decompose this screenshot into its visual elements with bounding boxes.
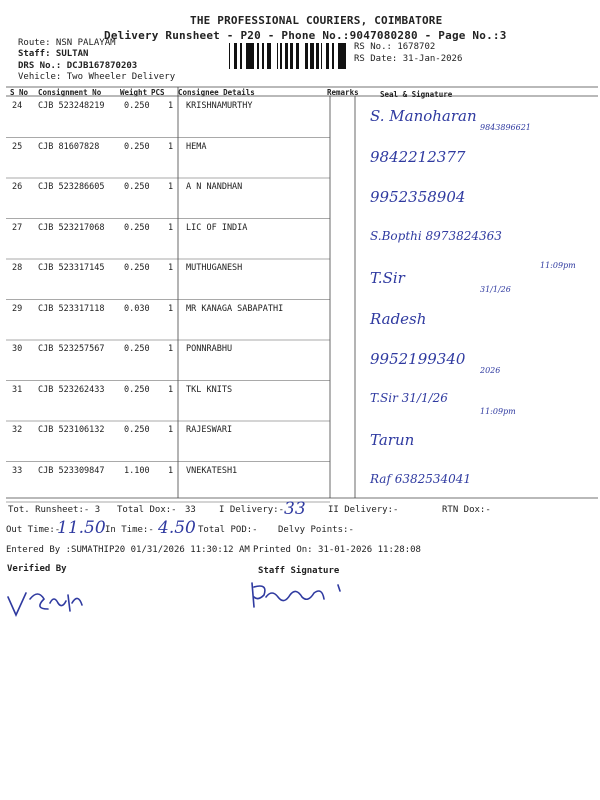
- row-consignee: MUTHUGANESH: [186, 263, 243, 273]
- row-weight: 0.250: [124, 101, 150, 111]
- row-consignment: CJB 523257567: [38, 344, 105, 354]
- row-consignment: CJB 523248219: [38, 101, 105, 111]
- printed-on: Printed On: 31-01-2026 11:28:08: [253, 545, 421, 555]
- row-signature-line1: T.Sir: [370, 269, 405, 287]
- col-remarks: Remarks: [327, 88, 359, 97]
- row-pcs: 1: [168, 303, 174, 314]
- col-consignee: Consignee Details: [178, 88, 255, 97]
- row-signature-line1: 9952199340: [370, 350, 466, 368]
- delivery-points-label: Delvy Points:-: [278, 525, 354, 535]
- row-pcs: 1: [168, 344, 174, 354]
- row-consignee: HEMA: [186, 141, 207, 152]
- row-consignment: CJB 523106132: [38, 425, 105, 435]
- col-consignment: Consignment No: [38, 88, 102, 97]
- rtn-dox-label: RTN Dox:-: [442, 505, 491, 515]
- row-consignee: VNEKATESH1: [186, 465, 238, 476]
- row-consignee: A N NANDHAN: [186, 182, 243, 192]
- row-consignee: RAJESWARI: [186, 425, 233, 435]
- i-delivery-label: I Delivery:-: [219, 505, 285, 515]
- row-sno: 24: [12, 101, 23, 111]
- verified-by-label: Verified By: [7, 564, 67, 574]
- row-weight: 0.250: [124, 182, 150, 192]
- row-pcs: 1: [168, 465, 174, 476]
- rs-date: RS Date: 31-Jan-2026: [354, 54, 463, 64]
- row-consignment: CJB 523286605: [38, 182, 105, 192]
- row-consignment: CJB 523317145: [38, 263, 105, 273]
- drs-number: DRS No.: DCJB167870203: [18, 61, 138, 71]
- row-sno: 30: [12, 344, 23, 354]
- row-consignment: CJB 523309847: [38, 465, 105, 476]
- row-sno: 27: [12, 222, 23, 233]
- row-signature-line1: S. Manoharan: [370, 107, 477, 125]
- col-weight: Weight: [120, 88, 148, 97]
- row-signature-line1: Radesh: [370, 309, 427, 328]
- row-weight: 0.250: [124, 384, 150, 395]
- row-weight: 0.250: [124, 263, 150, 273]
- col-pcs: PCS: [151, 88, 165, 97]
- verified-signature: [4, 585, 94, 621]
- in-time-label: In Time:-: [105, 525, 154, 535]
- row-consignment: CJB 523262433: [38, 384, 105, 395]
- row-pcs: 1: [168, 425, 174, 435]
- row-sno: 29: [12, 303, 23, 314]
- row-sno: 26: [12, 182, 23, 192]
- row-signature-line1: T.Sir 31/1/26: [370, 390, 448, 405]
- row-signature-line1: S.Bopthi 8973824363: [370, 228, 502, 243]
- total-runsheet: Tot. Runsheet:- 3: [8, 505, 101, 515]
- row-consignee: TKL KNITS: [186, 384, 233, 395]
- row-sno: 28: [12, 263, 23, 273]
- row-consignment: CJB 523317118: [38, 303, 105, 314]
- row-signature-line2: 9843896621: [480, 123, 531, 132]
- row-signature-line1: 9842212377: [370, 147, 466, 166]
- row-sno: 31: [12, 384, 23, 395]
- row-signature-line1: Raf 6382534041: [370, 471, 472, 486]
- row-weight: 0.250: [124, 141, 150, 152]
- row-consignment: CJB 523217068: [38, 222, 105, 233]
- col-sno: S No: [10, 88, 29, 97]
- staff-signature-label: Staff Signature: [258, 566, 340, 576]
- row-consignee: PONNRABHU: [186, 344, 233, 354]
- staff-label: Staff: SULTAN: [18, 49, 89, 59]
- total-pod-label: Total POD:-: [198, 525, 258, 535]
- runsheet-title: Delivery Runsheet - P20 - Phone No.:9047080280 - Page No.:3: [104, 29, 507, 42]
- row-weight: 0.250: [124, 425, 150, 435]
- row-weight: 0.250: [124, 344, 150, 354]
- col-seal: Seal & Signature: [380, 90, 453, 99]
- ii-delivery-label: II Delivery:-: [328, 505, 399, 515]
- row-pcs: 1: [168, 101, 174, 111]
- row-weight: 0.030: [124, 303, 150, 314]
- row-consignee: KRISHNAMURTHY: [186, 101, 253, 111]
- row-signature-line3: 11:09pm: [540, 261, 576, 270]
- row-pcs: 1: [168, 182, 174, 192]
- in-time-handwritten: 4.50: [158, 518, 196, 538]
- company-title: THE PROFESSIONAL COURIERS, COIMBATORE: [190, 14, 443, 27]
- vehicle-label: Vehicle: Two Wheeler Delivery: [18, 72, 176, 82]
- route-label: Route: NSN PALAYAM: [18, 38, 116, 48]
- row-pcs: 1: [168, 141, 174, 152]
- row-sno: 25: [12, 141, 23, 152]
- row-signature-line2: 2026: [480, 366, 501, 375]
- row-sno: 33: [12, 465, 23, 476]
- row-signature-line1: Tarun: [370, 431, 415, 449]
- row-pcs: 1: [168, 222, 174, 233]
- total-dox-value: 33: [185, 505, 196, 515]
- staff-signature: [246, 575, 356, 613]
- row-sno: 32: [12, 425, 23, 435]
- row-signature-line2: 31/1/26: [480, 285, 511, 294]
- row-consignment: CJB 81607828: [38, 141, 100, 152]
- row-pcs: 1: [168, 384, 174, 395]
- rs-number: RS No.: 1678702: [354, 42, 436, 52]
- row-signature-line1: 9952358904: [370, 188, 466, 206]
- row-signature-line2: 11:09pm: [480, 406, 516, 416]
- row-pcs: 1: [168, 263, 174, 273]
- row-weight: 1.100: [124, 465, 150, 476]
- row-weight: 0.250: [124, 222, 150, 233]
- total-dox-label: Total Dox:-: [117, 505, 177, 515]
- row-consignee: LIC OF INDIA: [186, 222, 248, 233]
- row-consignee: MR KANAGA SABAPATHI: [186, 303, 284, 314]
- entered-by: Entered By :SUMATHIP20 01/31/2026 11:30:12 AM: [6, 545, 250, 555]
- out-time-label: Out Time:-: [6, 525, 61, 535]
- out-time-handwritten: 11.50: [57, 518, 106, 538]
- i-delivery-handwritten: 33: [284, 499, 306, 519]
